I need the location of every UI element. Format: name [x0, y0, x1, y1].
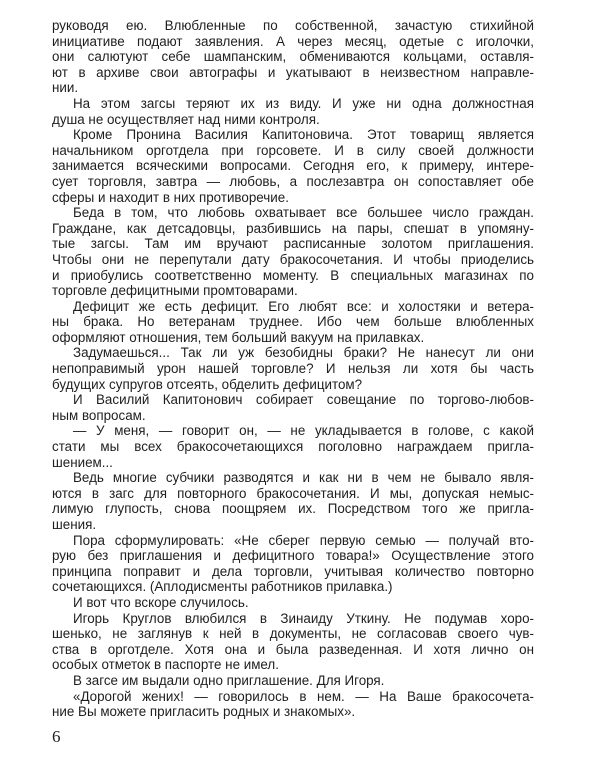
text-line: и приобулись соответственно моменту. В специальных магазинах по — [52, 267, 534, 283]
paragraph — [52, 533, 534, 595]
text-line: Дефицит же есть дефицит. Его любят все: и холостяки и ветера- — [73, 298, 534, 314]
text-line: Кроме Пронина Василия Капитоновича. Этот товарищ является — [73, 127, 534, 143]
text-line: инициативе подают заявления. А через месяц, одетые с иголочки, — [52, 33, 534, 49]
text-line: В загсе им выдали одно приглашение. Для Игоря. — [73, 672, 385, 688]
paragraph — [52, 18, 534, 96]
paragraph — [52, 470, 534, 532]
text-line: лимую глупость, снова поощряем их. Посредством того же пригла- — [52, 501, 534, 517]
paragraph — [52, 673, 534, 689]
text-line: будущих супругов отсеять, обделить дефицитом? — [52, 376, 363, 392]
text-line: руководя ею. Влюбленные по собственной, зачастую стихийной — [52, 18, 534, 33]
text-line: душа не осуществляет над ними контроля. — [52, 111, 320, 127]
paragraph — [52, 299, 534, 346]
paragraph — [52, 205, 534, 299]
text-line: сферы и находит в них противоречие. — [52, 189, 289, 205]
text-line: принципа поправит и дела торговли, учитывая количество повторно — [52, 563, 534, 579]
text-line: шения. — [52, 517, 97, 532]
text-line: непоправимый урон нашей торговле? И нельзя ли хотя бы часть — [52, 361, 534, 377]
text-line: ным вопросам. — [52, 407, 146, 423]
text-line: занимается всяческими вопросами. Сегодня его, к примеру, интере- — [52, 158, 534, 174]
text-line: И вот что вскоре случилось. — [73, 594, 249, 610]
text-line: особых отметок в паспорте не имел. — [52, 657, 279, 673]
paragraph — [52, 689, 534, 720]
text-line: рую без приглашения и дефицитного товара!» Осуществление этого — [52, 548, 534, 564]
text-line: шенько, не заглянув к ней в документы, не согласовав своего чув- — [52, 626, 534, 642]
paragraph — [52, 96, 534, 127]
text-line: Чтобы они не перепутали дату бракосочетания. И чтобы приоделись — [52, 251, 534, 267]
paragraph — [52, 392, 534, 423]
text-line: сует торговля, завтра — любовь, а послезавтра он сопоставляет обе — [52, 173, 534, 189]
text-line: — У меня, — говорит он, — не укладывается в голове, с какой — [73, 423, 534, 439]
text-line: ются в загс для повторного бракосочетания. И мы, допуская немыс- — [52, 485, 534, 501]
text-line: ны брака. Но ветеранам труднее. Ибо чем больше влюбленных — [52, 314, 534, 330]
text-line: Игорь Круглов влюбился в Зинаиду Уткину. Не подумав хоро- — [73, 610, 534, 626]
text-line: Беда в том, что любовь охватывает все большее число граждан. — [73, 205, 534, 221]
text-line: «Дорогой жених! — говорилось в нем. — На Ваше бракосочета- — [73, 688, 534, 704]
text-line: И Василий Капитонович собирает совещание по торгово-любов- — [73, 392, 534, 408]
text-line: торговле дефицитными промтоварами. — [52, 283, 298, 299]
paragraph — [52, 345, 534, 392]
text-line: шением... — [52, 454, 113, 470]
text-line: Граждане, как детсадовцы, разбившись на пары, спешат в упомяну- — [52, 220, 534, 236]
text-line: стати мы всех бракосочетающихся поголовно награждаем пригла- — [52, 439, 534, 455]
text-line: На этом загсы теряют их из виду. И уже ни одна должностная — [73, 95, 534, 111]
paragraph — [52, 423, 534, 470]
text-line: ют в архиве свои автографы и укатывают в неизвестном направле- — [52, 64, 534, 80]
text-line: сочетающихся. (Аплодисменты работников прилавка.) — [52, 579, 393, 595]
paragraph — [52, 611, 534, 673]
page-number: 6 — [52, 727, 61, 746]
text-line: они салютуют себе шампанским, обмениваются кольцами, оставля- — [52, 49, 534, 65]
text-line: ние Вы можете пригласить родных и знакомых». — [52, 704, 356, 720]
book-page-text — [52, 18, 534, 720]
paragraph — [52, 127, 534, 205]
text-line: Задумаешься... Так ли уж безобидны браки? Не нанесут ли они — [73, 345, 534, 361]
paragraph — [52, 595, 534, 611]
text-line: нии. — [52, 80, 79, 96]
text-line: начальником орготдела при горсовете. И в силу своей должности — [52, 142, 534, 158]
text-line: Ведь многие субчики разводятся и как ни в чем не бывало явля- — [73, 470, 534, 486]
text-line: Пора сформулировать: «Не сберег первую семью — получай вто- — [73, 532, 534, 548]
text-line: ства в орготделе. Хотя она и была разведенная. И хотя лично он — [52, 641, 534, 657]
text-line: тые загсы. Там им вручают расписанные золотом приглашения. — [52, 236, 534, 252]
text-line: оформляют отношения, тем больший вакуум на прилавках. — [52, 329, 425, 345]
